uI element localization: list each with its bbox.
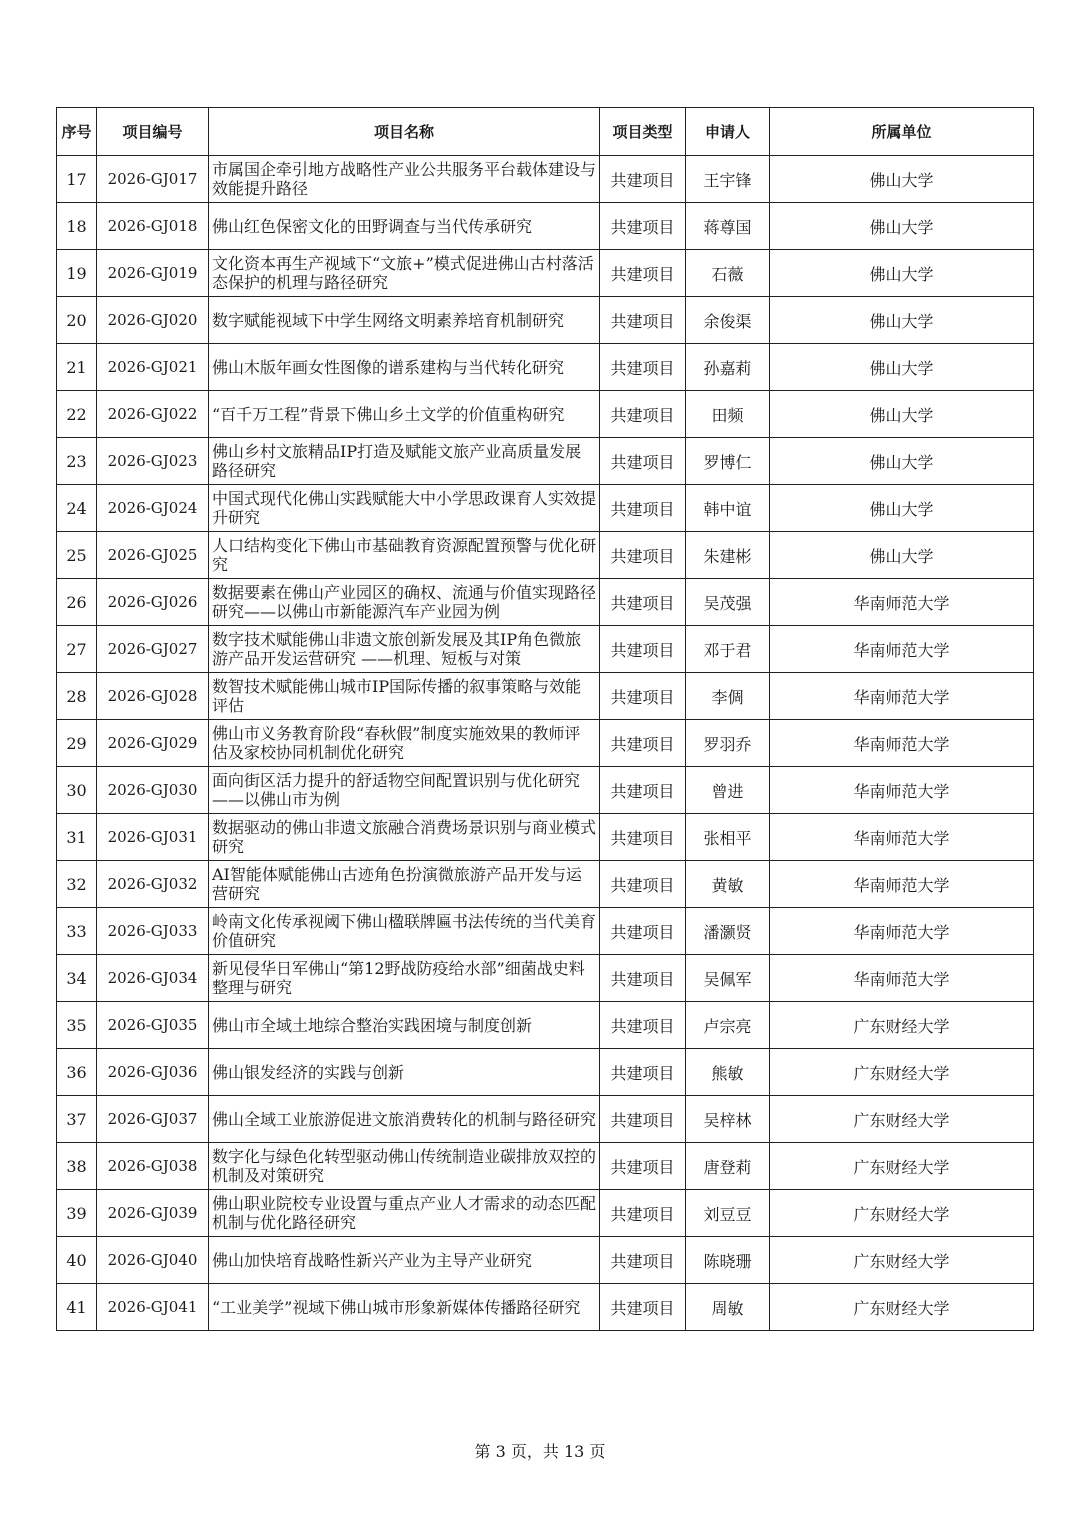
cell-project-type: 共建项目: [600, 250, 686, 297]
cell-applicant: 朱建彬: [686, 532, 770, 579]
cell-project-name: 新见侵华日军佛山“第12野战防疫给水部”细菌战史料整理与研究: [209, 955, 600, 1002]
cell-project-code: 2026-GJ028: [97, 673, 209, 720]
cell-index: 31: [57, 814, 97, 861]
cell-applicant: 王宇锋: [686, 156, 770, 203]
cell-affiliation: 华南师范大学: [770, 720, 1034, 767]
cell-project-name: 数据驱动的佛山非遗文旅融合消费场景识别与商业模式研究: [209, 814, 600, 861]
cell-applicant: 石薇: [686, 250, 770, 297]
table-row: [57, 1049, 1034, 1096]
cell-project-name: 数字赋能视域下中学生网络文明素养培育机制研究: [209, 297, 600, 344]
table-row: [57, 532, 1034, 579]
cell-affiliation: 佛山大学: [770, 344, 1034, 391]
cell-project-type: 共建项目: [600, 156, 686, 203]
cell-index: 37: [57, 1096, 97, 1143]
cell-project-code: 2026-GJ041: [97, 1284, 209, 1331]
cell-index: 30: [57, 767, 97, 814]
cell-index: 28: [57, 673, 97, 720]
cell-project-name: 佛山职业院校专业设置与重点产业人才需求的动态匹配机制与优化路径研究: [209, 1190, 600, 1237]
cell-applicant: 张相平: [686, 814, 770, 861]
cell-applicant: 蒋尊国: [686, 203, 770, 250]
cell-affiliation: 佛山大学: [770, 485, 1034, 532]
table-row: [57, 814, 1034, 861]
cell-affiliation: 华南师范大学: [770, 626, 1034, 673]
cell-applicant: 田频: [686, 391, 770, 438]
table-row: [57, 1284, 1034, 1331]
cell-project-name: 佛山红色保密文化的田野调查与当代传承研究: [209, 203, 600, 250]
cell-index: 22: [57, 391, 97, 438]
cell-project-type: 共建项目: [600, 908, 686, 955]
table-row: [57, 1002, 1034, 1049]
cell-project-type: 共建项目: [600, 579, 686, 626]
cell-applicant: 潘灏贤: [686, 908, 770, 955]
table-row: [57, 391, 1034, 438]
cell-project-name: 佛山银发经济的实践与创新: [209, 1049, 600, 1096]
cell-index: 25: [57, 532, 97, 579]
cell-project-type: 共建项目: [600, 626, 686, 673]
cell-index: 32: [57, 861, 97, 908]
cell-project-type: 共建项目: [600, 203, 686, 250]
header-project-code: 项目编号: [97, 108, 209, 156]
cell-index: 39: [57, 1190, 97, 1237]
cell-project-name: “百千万工程”背景下佛山乡土文学的价值重构研究: [209, 391, 600, 438]
cell-project-code: 2026-GJ035: [97, 1002, 209, 1049]
cell-applicant: 唐登莉: [686, 1143, 770, 1190]
cell-project-code: 2026-GJ023: [97, 438, 209, 485]
cell-applicant: 罗博仁: [686, 438, 770, 485]
cell-applicant: 吴茂强: [686, 579, 770, 626]
cell-affiliation: 佛山大学: [770, 438, 1034, 485]
cell-project-name: 数据要素在佛山产业园区的确权、流通与价值实现路径研究——以佛山市新能源汽车产业园为例: [209, 579, 600, 626]
cell-project-name: 岭南文化传承视阈下佛山楹联牌匾书法传统的当代美育价值研究: [209, 908, 600, 955]
cell-project-code: 2026-GJ020: [97, 297, 209, 344]
table-body: [57, 156, 1034, 1331]
cell-project-type: 共建项目: [600, 532, 686, 579]
cell-project-type: 共建项目: [600, 344, 686, 391]
table-row: [57, 485, 1034, 532]
cell-project-type: 共建项目: [600, 485, 686, 532]
cell-project-type: 共建项目: [600, 438, 686, 485]
cell-project-name: 佛山加快培育战略性新兴产业为主导产业研究: [209, 1237, 600, 1284]
cell-affiliation: 广东财经大学: [770, 1190, 1034, 1237]
cell-project-code: 2026-GJ027: [97, 626, 209, 673]
cell-index: 29: [57, 720, 97, 767]
table-row: [57, 767, 1034, 814]
header-affiliation: 所属单位: [770, 108, 1034, 156]
cell-project-name: 面向街区活力提升的舒适物空间配置识别与优化研究——以佛山市为例: [209, 767, 600, 814]
cell-affiliation: 佛山大学: [770, 532, 1034, 579]
table-row: [57, 955, 1034, 1002]
cell-project-type: 共建项目: [600, 673, 686, 720]
table-row: [57, 344, 1034, 391]
cell-applicant: 卢宗亮: [686, 1002, 770, 1049]
cell-index: 17: [57, 156, 97, 203]
cell-project-type: 共建项目: [600, 391, 686, 438]
cell-affiliation: 华南师范大学: [770, 767, 1034, 814]
table-row: [57, 156, 1034, 203]
cell-affiliation: 佛山大学: [770, 203, 1034, 250]
cell-applicant: 罗羽乔: [686, 720, 770, 767]
table-row: [57, 297, 1034, 344]
cell-project-code: 2026-GJ029: [97, 720, 209, 767]
table-row: [57, 1190, 1034, 1237]
table-row: [57, 250, 1034, 297]
table-row: [57, 1096, 1034, 1143]
cell-applicant: 陈晓珊: [686, 1237, 770, 1284]
cell-affiliation: 华南师范大学: [770, 861, 1034, 908]
cell-index: 34: [57, 955, 97, 1002]
cell-project-code: 2026-GJ034: [97, 955, 209, 1002]
cell-affiliation: 华南师范大学: [770, 908, 1034, 955]
page-number: 第 3 页，共 13 页: [474, 1442, 606, 1461]
cell-project-type: 共建项目: [600, 1002, 686, 1049]
cell-project-name: 数智技术赋能佛山城市IP国际传播的叙事策略与效能评估: [209, 673, 600, 720]
cell-project-type: 共建项目: [600, 1190, 686, 1237]
table-row: [57, 438, 1034, 485]
cell-project-code: 2026-GJ032: [97, 861, 209, 908]
cell-project-name: 数字化与绿色化转型驱动佛山传统制造业碳排放双控的机制及对策研究: [209, 1143, 600, 1190]
table-row: [57, 720, 1034, 767]
cell-project-type: 共建项目: [600, 861, 686, 908]
table-row: [57, 1237, 1034, 1284]
cell-project-name: 文化资本再生产视域下“文旅+”模式促进佛山古村落活态保护的机理与路径研究: [209, 250, 600, 297]
cell-project-code: 2026-GJ037: [97, 1096, 209, 1143]
cell-project-name: 佛山木版年画女性图像的谱系建构与当代转化研究: [209, 344, 600, 391]
cell-project-code: 2026-GJ040: [97, 1237, 209, 1284]
cell-project-name: 数字技术赋能佛山非遗文旅创新发展及其IP角色微旅游产品开发运营研究 ——机理、短板与对策: [209, 626, 600, 673]
table-row: [57, 579, 1034, 626]
cell-index: 35: [57, 1002, 97, 1049]
cell-affiliation: 广东财经大学: [770, 1143, 1034, 1190]
cell-project-type: 共建项目: [600, 1237, 686, 1284]
cell-index: 21: [57, 344, 97, 391]
cell-applicant: 孙嘉莉: [686, 344, 770, 391]
cell-project-code: 2026-GJ022: [97, 391, 209, 438]
table-header-row: [57, 108, 1034, 156]
cell-affiliation: 华南师范大学: [770, 955, 1034, 1002]
cell-applicant: 吴佩军: [686, 955, 770, 1002]
cell-index: 24: [57, 485, 97, 532]
cell-applicant: 熊敏: [686, 1049, 770, 1096]
cell-project-type: 共建项目: [600, 1143, 686, 1190]
cell-index: 33: [57, 908, 97, 955]
cell-project-name: 佛山乡村文旅精品IP打造及赋能文旅产业高质量发展路径研究: [209, 438, 600, 485]
cell-project-type: 共建项目: [600, 1049, 686, 1096]
header-index: 序号: [57, 108, 97, 156]
cell-project-code: 2026-GJ025: [97, 532, 209, 579]
cell-project-code: 2026-GJ038: [97, 1143, 209, 1190]
header-project-name: 项目名称: [209, 108, 600, 156]
cell-applicant: 韩中谊: [686, 485, 770, 532]
cell-affiliation: 佛山大学: [770, 297, 1034, 344]
cell-project-type: 共建项目: [600, 814, 686, 861]
cell-affiliation: 广东财经大学: [770, 1049, 1034, 1096]
cell-project-code: 2026-GJ031: [97, 814, 209, 861]
cell-project-name: 佛山市义务教育阶段“春秋假”制度实施效果的教师评估及家校协同机制优化研究: [209, 720, 600, 767]
table-row: [57, 203, 1034, 250]
cell-applicant: 周敏: [686, 1284, 770, 1331]
cell-index: 27: [57, 626, 97, 673]
cell-project-type: 共建项目: [600, 955, 686, 1002]
cell-project-type: 共建项目: [600, 767, 686, 814]
cell-index: 26: [57, 579, 97, 626]
table-row: [57, 908, 1034, 955]
cell-project-code: 2026-GJ017: [97, 156, 209, 203]
header-project-type: 项目类型: [600, 108, 686, 156]
cell-project-code: 2026-GJ019: [97, 250, 209, 297]
table-row: [57, 861, 1034, 908]
cell-project-name: 中国式现代化佛山实践赋能大中小学思政课育人实效提升研究: [209, 485, 600, 532]
cell-applicant: 余俊渠: [686, 297, 770, 344]
cell-affiliation: 广东财经大学: [770, 1096, 1034, 1143]
cell-affiliation: 佛山大学: [770, 250, 1034, 297]
cell-project-name: AI智能体赋能佛山古迹角色扮演微旅游产品开发与运营研究: [209, 861, 600, 908]
cell-affiliation: 佛山大学: [770, 391, 1034, 438]
cell-index: 20: [57, 297, 97, 344]
cell-project-code: 2026-GJ033: [97, 908, 209, 955]
cell-project-code: 2026-GJ024: [97, 485, 209, 532]
cell-index: 40: [57, 1237, 97, 1284]
cell-project-code: 2026-GJ036: [97, 1049, 209, 1096]
cell-affiliation: 广东财经大学: [770, 1237, 1034, 1284]
cell-project-name: “工业美学”视域下佛山城市形象新媒体传播路径研究: [209, 1284, 600, 1331]
cell-applicant: 黄敏: [686, 861, 770, 908]
cell-index: 36: [57, 1049, 97, 1096]
cell-index: 19: [57, 250, 97, 297]
cell-applicant: 吴梓林: [686, 1096, 770, 1143]
cell-affiliation: 广东财经大学: [770, 1002, 1034, 1049]
cell-project-name: 佛山市全域土地综合整治实践困境与制度创新: [209, 1002, 600, 1049]
cell-project-type: 共建项目: [600, 1096, 686, 1143]
cell-affiliation: 华南师范大学: [770, 673, 1034, 720]
cell-project-name: 市属国企牵引地方战略性产业公共服务平台载体建设与效能提升路径: [209, 156, 600, 203]
cell-affiliation: 广东财经大学: [770, 1284, 1034, 1331]
cell-project-code: 2026-GJ021: [97, 344, 209, 391]
table-row: [57, 1143, 1034, 1190]
cell-project-type: 共建项目: [600, 297, 686, 344]
cell-project-name: 人口结构变化下佛山市基础教育资源配置预警与优化研究: [209, 532, 600, 579]
cell-project-code: 2026-GJ026: [97, 579, 209, 626]
project-list-table: [56, 107, 1034, 1331]
cell-project-name: 佛山全域工业旅游促进文旅消费转化的机制与路径研究: [209, 1096, 600, 1143]
cell-applicant: 邓于君: [686, 626, 770, 673]
cell-project-type: 共建项目: [600, 720, 686, 767]
table-row: [57, 673, 1034, 720]
cell-applicant: 李倜: [686, 673, 770, 720]
cell-index: 18: [57, 203, 97, 250]
cell-project-type: 共建项目: [600, 1284, 686, 1331]
cell-applicant: 刘豆豆: [686, 1190, 770, 1237]
cell-project-code: 2026-GJ018: [97, 203, 209, 250]
table-row: [57, 626, 1034, 673]
cell-index: 23: [57, 438, 97, 485]
cell-project-code: 2026-GJ039: [97, 1190, 209, 1237]
cell-index: 41: [57, 1284, 97, 1331]
cell-index: 38: [57, 1143, 97, 1190]
cell-affiliation: 华南师范大学: [770, 814, 1034, 861]
cell-project-code: 2026-GJ030: [97, 767, 209, 814]
cell-affiliation: 华南师范大学: [770, 579, 1034, 626]
cell-affiliation: 佛山大学: [770, 156, 1034, 203]
cell-applicant: 曾进: [686, 767, 770, 814]
header-applicant: 申请人: [686, 108, 770, 156]
